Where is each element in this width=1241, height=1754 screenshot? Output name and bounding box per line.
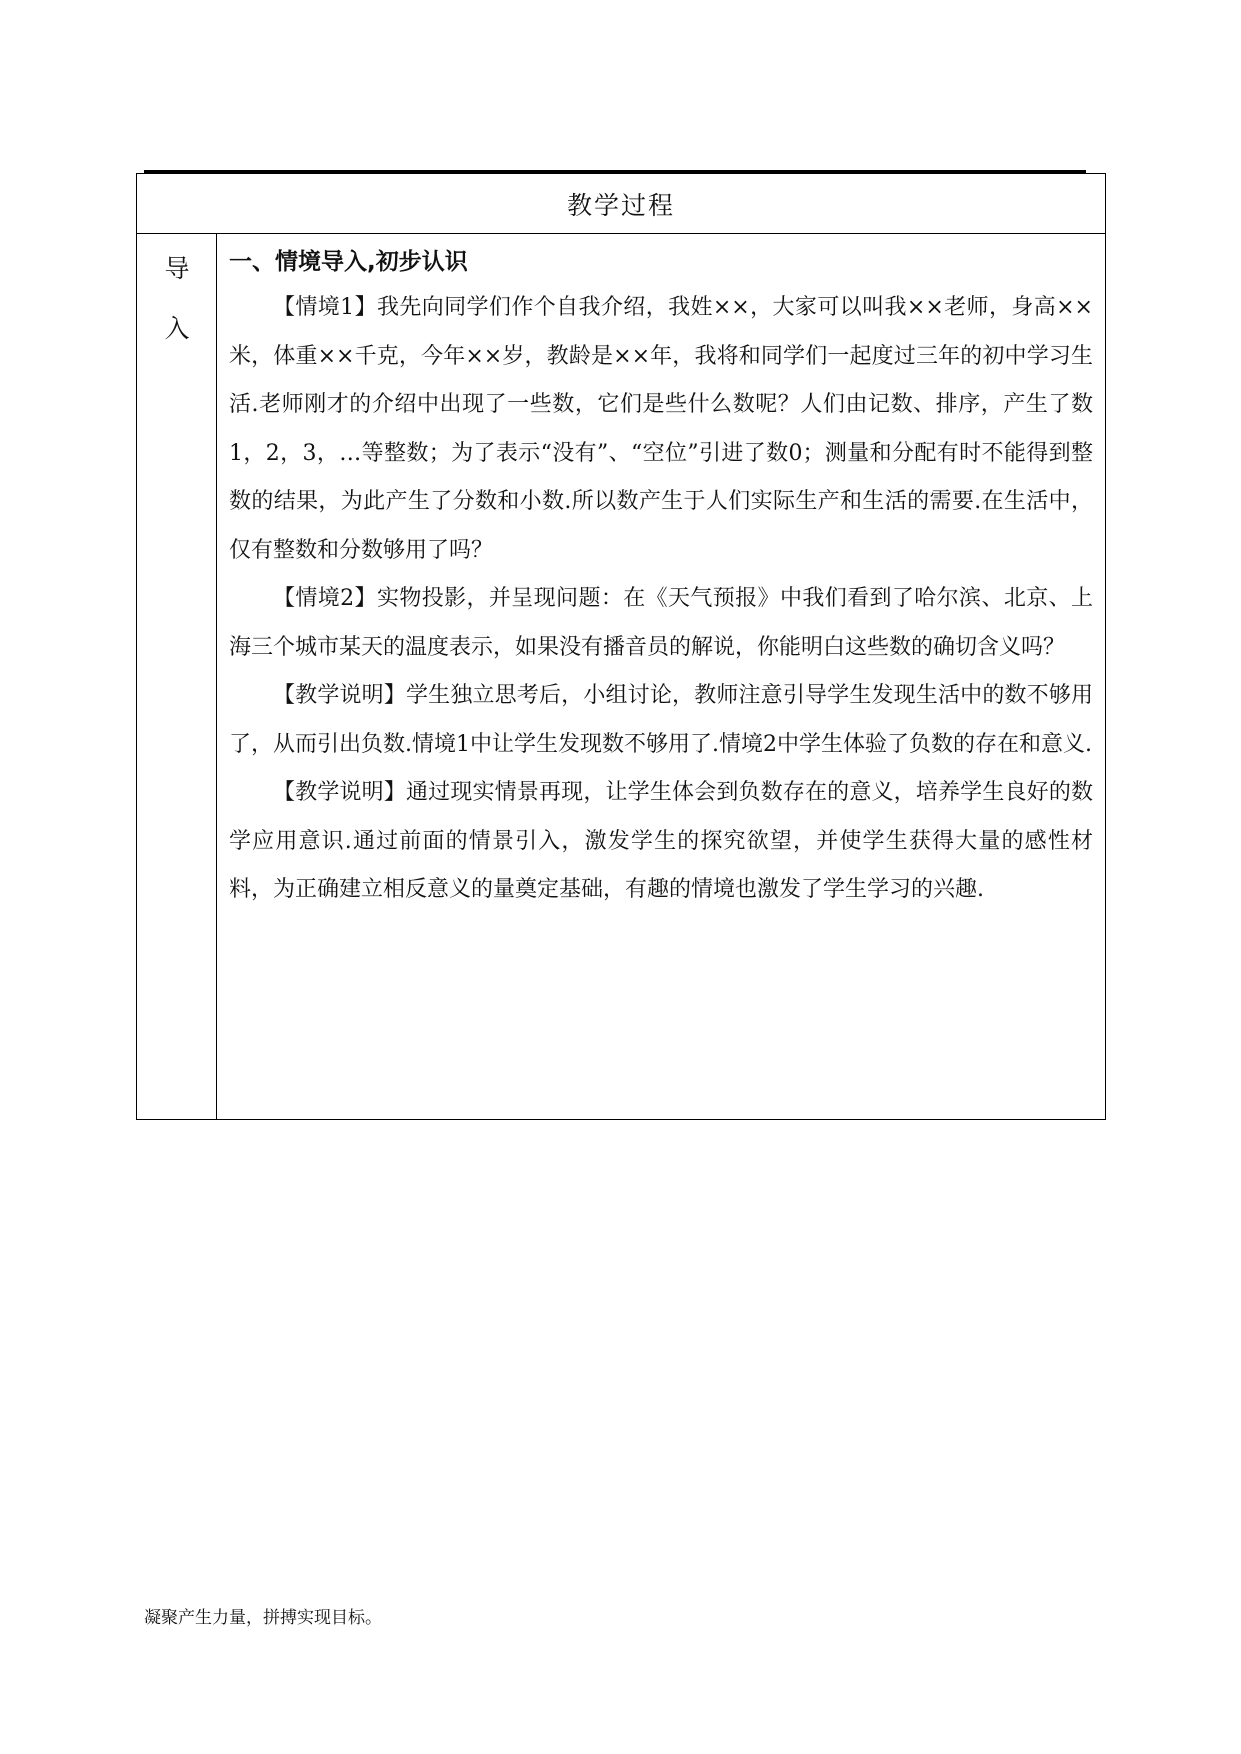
- content-cell: [217, 234, 1105, 1119]
- paragraph-situation-2: 【情境2】实物投影，并呈现问题：在《天气预报》中我们看到了哈尔滨、北京、上海三个城市某天的温度表示，如果没有播音员的解说，你能明白这些数的确切含义吗？: [229, 586, 1093, 660]
- lesson-table: [136, 173, 1106, 1120]
- section-heading: 一、情境导入,初步认识: [229, 249, 468, 275]
- side-label-cell: [137, 234, 217, 1119]
- paragraph-teaching-note-2: 【教学说明】通过现实情景再现，让学生体会到负数存在的意义，培养学生良好的数学应用意识.通过前面的情景引入，激发学生的探究欲望，并使学生获得大量的感性材料，为正确建立相反意义的量奠定基础，有趣的情境也激发了学生学习的兴趣.: [229, 780, 1093, 902]
- side-label-char: 导: [164, 254, 190, 283]
- table-header: 教学过程: [137, 174, 1105, 234]
- footer-motto: 凝聚产生力量，拼搏实现目标。: [144, 1608, 382, 1628]
- paragraph-teaching-note-1: 【教学说明】学生独立思考后，小组讨论，教师注意引导学生发现生活中的数不够用了，从而引出负数.情境1中让学生发现数不够用了.情境2中学生体验了负数的存在和意义.: [229, 683, 1093, 757]
- side-label-char: 入: [164, 314, 190, 343]
- paragraph-situation-1: 【情境1】我先向同学们作个自我介绍，我姓××，大家可以叫我××老师，身高××米，体重××千克，今年××岁，教龄是××年，我将和同学们一起度过三年的初中学习生活.老师刚才的介绍中出现了一些数，它们是些什么数呢？人们由记数、排序，产生了数1，2，3，…等整数；为了表示“没有”、“空位”引进了数0；测量和分配有时不能得到整数的结果，为此产生了分数和小数.所以数产生于人们实际生产和生活的需要.在生活中，仅有整数和分数够用了吗？: [229, 295, 1093, 563]
